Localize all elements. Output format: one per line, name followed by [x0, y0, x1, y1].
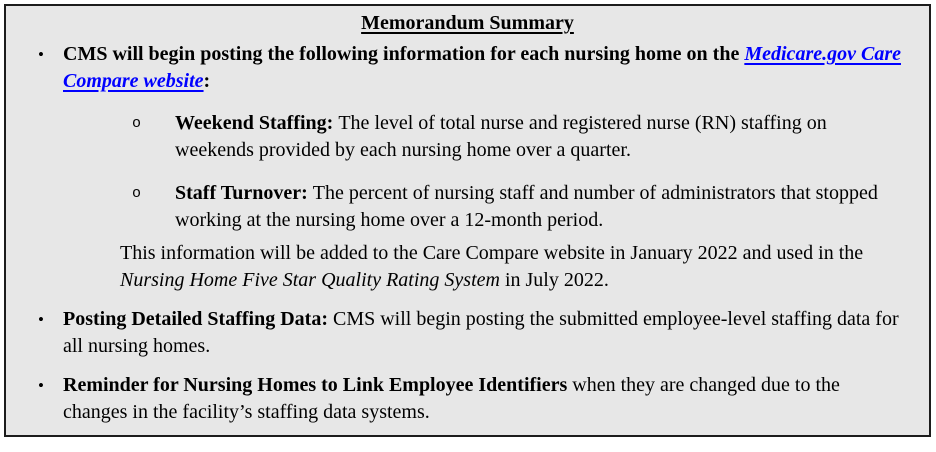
bullet-text — [63, 306, 909, 360]
sub-bullet-text — [175, 110, 909, 164]
sub-bullet-item-staff-turnover — [6, 180, 929, 234]
bullet-item-posting-staffing-data — [6, 306, 929, 360]
text-run-label: Staff Turnover: — [175, 182, 313, 204]
paragraph-care-compare-timeline — [120, 240, 929, 294]
text-run-tail: in July 2022. — [499, 269, 609, 291]
sub-bullet-text — [175, 180, 909, 234]
bullet-marker: • — [38, 310, 44, 329]
text-run-italic: Nursing Home Five Star Quality Rating System — [120, 269, 500, 291]
text-run-label: Reminder for Nursing Homes to Link Employee Identifiers — [63, 374, 573, 396]
bullet-item-employee-identifiers — [6, 372, 929, 426]
sub-bullet-marker: o — [132, 185, 142, 202]
sub-bullet-item-weekend-staffing — [6, 110, 929, 164]
text-run-tail: : — [203, 70, 211, 92]
memo-title — [6, 10, 929, 37]
memorandum-summary-box — [4, 4, 931, 437]
text-run-lead: This information will be added to the Care Compare website in January 2022 and used in the — [120, 242, 864, 264]
bullet-marker: • — [38, 376, 44, 395]
bullet-text — [63, 41, 909, 95]
bullet-text — [63, 372, 909, 426]
text-run-label: Posting Detailed Staffing Data: — [63, 308, 333, 330]
text-run-body: The percent of nursing staff and number of administrators that stopped working at the nursing home over a 12-month period. — [175, 182, 878, 231]
text-run-body: CMS will begin posting the submitted employee-level staffing data for all nursing homes. — [63, 308, 899, 357]
text-run-label: Weekend Staffing: — [175, 112, 339, 134]
bullet-item-care-compare — [6, 41, 929, 95]
text-run-body: The level of total nurse and registered nurse (RN) staffing on weekends provided by each nursing home over a quarter. — [175, 112, 827, 161]
text-run-body: when they are changed due to the changes in the facility’s staffing data systems. — [63, 374, 840, 423]
bullet-marker: • — [38, 45, 44, 64]
care-compare-link[interactable]: Medicare.gov Care Compare website — [63, 43, 901, 92]
text-run-lead: CMS will begin posting the following information for each nursing home on the — [63, 43, 745, 65]
sub-bullet-marker: o — [132, 115, 142, 132]
memo-title-text: Memorandum Summary — [361, 12, 574, 34]
